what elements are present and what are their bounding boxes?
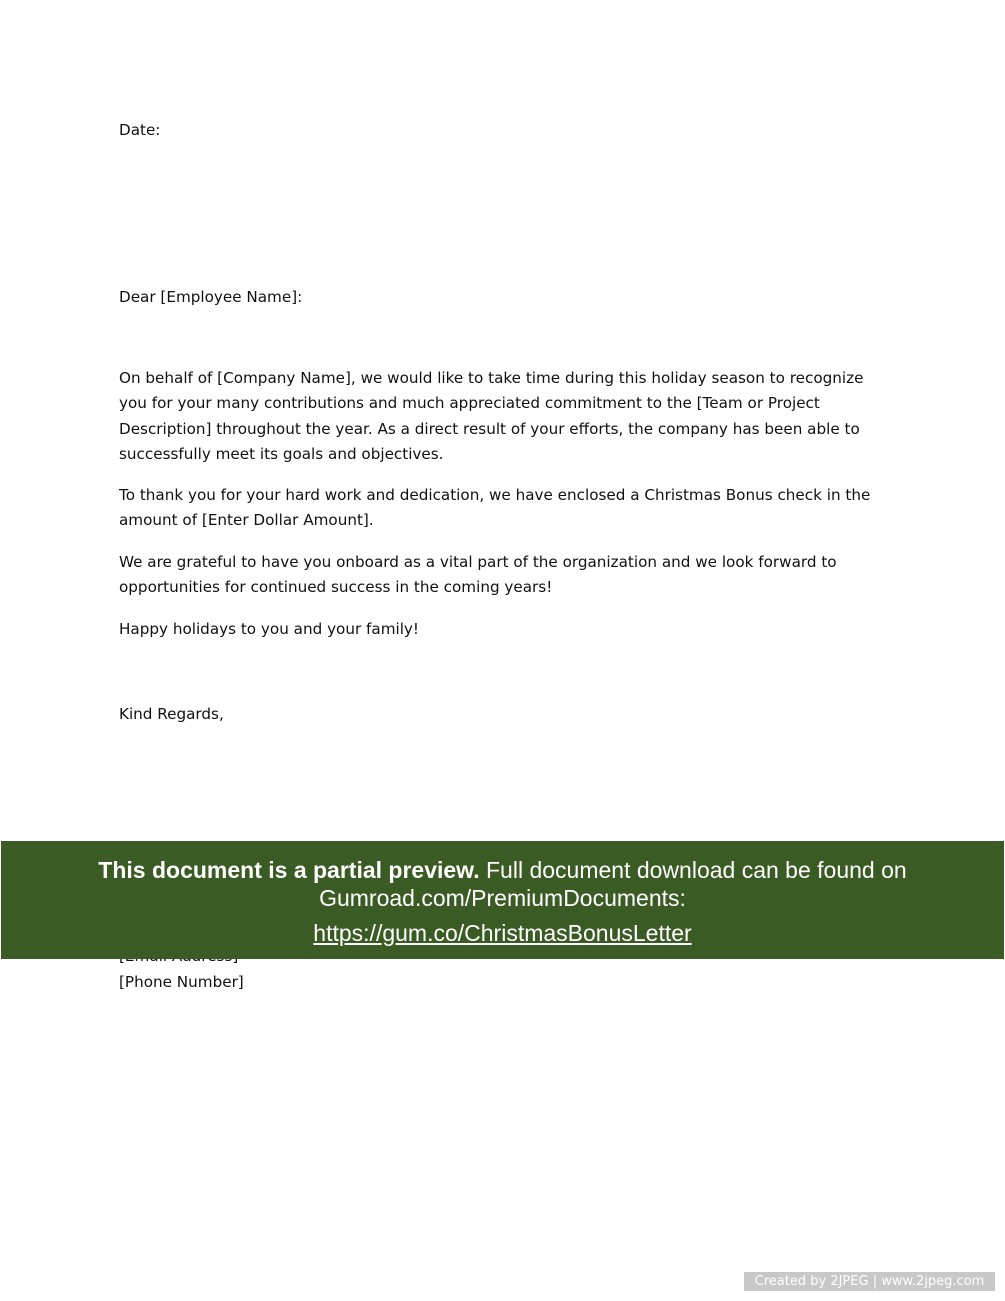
phone-placeholder: [Phone Number] (119, 973, 244, 991)
banner-bold-text: This document is a partial preview. (98, 857, 480, 883)
body-paragraph-1: On behalf of [Company Name], we would like to take time during this holiday season to recognize you for your many contributions and much appreciated commitment to the [Team or Project Description] throughout the year. As a direct result of your efforts, the company has been able to successfully meet its goals and objectives. (119, 369, 864, 463)
preview-banner (1, 841, 1004, 959)
download-link[interactable]: https://gum.co/ChristmasBonusLetter (313, 920, 692, 946)
banner-text: Full document download can be found on (486, 857, 907, 883)
body-paragraph-2: To thank you for your hard work and dedication, we have enclosed a Christmas Bonus check in the amount of [Enter Dollar Amount]. (119, 486, 871, 530)
salutation: Dear [Employee Name]: (119, 288, 303, 306)
banner-message (1, 857, 1004, 884)
banner-line-2: Gumroad.com/PremiumDocuments: (319, 885, 686, 911)
body-paragraph-4: Happy holidays to you and your family! (119, 620, 420, 638)
watermark: Created by 2JPEG | www.2jpeg.com (744, 1272, 995, 1291)
closing: Kind Regards, (119, 705, 224, 723)
body-paragraph-3: We are grateful to have you onboard as a vital part of the organization and we look forward to opportunities for continued success in the coming years! (119, 553, 837, 597)
date-label: Date: (119, 121, 161, 139)
